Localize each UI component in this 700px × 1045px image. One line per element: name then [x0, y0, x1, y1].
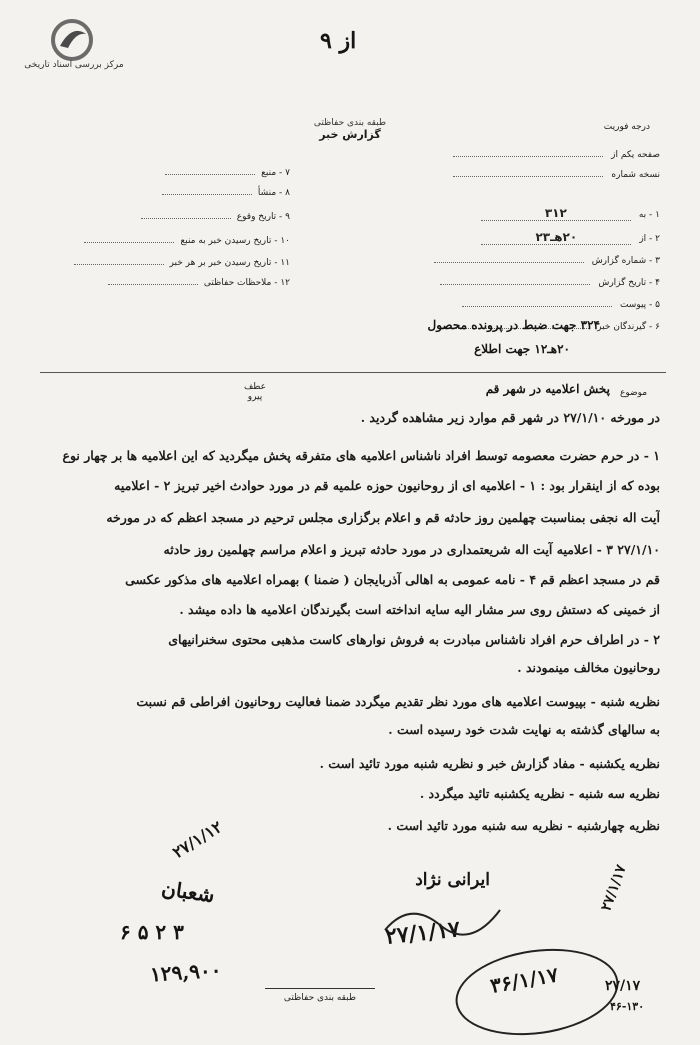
report-body-line: ۱ - در حرم حضرت معصومه توسط افراد ناشناس اعلامیه های متفرقه پخش میگردید که این اعلامیه ها بر چهار نوع [62, 448, 660, 463]
reference-label: عطف [243, 382, 267, 392]
source-field-label: ۱۲ - ملاحظات حفاظتی [203, 278, 290, 288]
header-field-row [350, 300, 660, 310]
reference-value: پیرو [247, 392, 263, 402]
top-handwritten-mark: از ۹ [320, 28, 357, 54]
header-field-label: نسخه شماره [611, 170, 660, 180]
source-field-value [108, 284, 198, 285]
report-title: گزارش خبر [319, 128, 381, 141]
header-field-value [453, 176, 603, 177]
report-body-line: ۲ - در اطراف حرم افراد ناشناس مبادرت به فروش نوارهای کاست مذهبی محتوی سخنرانیهای [168, 632, 660, 647]
source-field-value [141, 218, 231, 219]
bottom-right-number: ۴۶-۱۳۰ [610, 1000, 645, 1013]
report-body-line: قم در مسجد اعظم قم ۴ - نامه عمومی به اهالی آذربایجان ( ضمنا ) بهمراه اعلامیه های مذکور عکسی [125, 572, 660, 587]
report-body-line: بوده که از اینقرار بود : ۱ - اعلامیه ای از روحانیون حوزه علمیه قم در مورد حوادث اخیر تبریز ۲ - اعلامیه [114, 478, 660, 493]
report-body-line: در مورخه ۲۷/۱/۱۰ در شهر قم موارد زیر مشاهده گردید . [360, 410, 660, 425]
source-field-row [40, 168, 290, 178]
report-body-line: از خمینی که دستش روی سر مشار الیه سایه انداخته است بگیرندگان اعلامیه ها داده میشد . [179, 602, 660, 617]
stamp-handwritten-date: ۳۶/۱/۱۷ [488, 962, 560, 998]
right-margin-notes: ۲۷/۱/۱۷ [598, 862, 630, 914]
subject-label: موضوع [620, 388, 648, 398]
left-signature: شعبان [160, 876, 217, 908]
recipient-line-1: ۳۲۴ جهت ضبط در پرونده محصول [427, 318, 600, 332]
source-field-row [40, 188, 290, 198]
header-field-label: صفحه یکم از [611, 150, 660, 160]
urgency-label: درجه فوریت [603, 122, 650, 132]
source-field-value [162, 194, 252, 195]
header-field-label: ۳ - شماره گزارش [591, 256, 660, 266]
report-body-line: به سالهای گذشته به نهایت شدت خود رسیده است . [388, 722, 660, 737]
footer-classification: طبقه بندی حفاظتی [265, 988, 375, 1003]
bottom-right-date: ۲۷/۱۷ [605, 978, 641, 994]
signature-scribble-icon [380, 890, 520, 950]
report-body-line: ۲۷/۱/۱۰ ۳ - اعلامیه آیت اله شریعتمداری در مورد حادثه تبریز و اعلام مراسم چهلمین روز حادثه [163, 542, 660, 557]
header-field-label: ۲ - از [639, 234, 660, 244]
header-field-value [434, 262, 584, 263]
header-field-row [350, 278, 660, 288]
section-divider [40, 372, 666, 373]
header-field-value [462, 306, 612, 307]
header-field-label: ۴ - تاریخ گزارش [598, 278, 660, 288]
header-field-label: ۶ - گیرندگان خبر [597, 322, 660, 332]
header-field-value [453, 156, 603, 157]
source-field-label: ۱۰ - تاریخ رسیدن خبر به منبع [180, 236, 290, 246]
source-field-value [165, 174, 255, 175]
source-field-row [40, 278, 290, 288]
header-field-value [440, 284, 590, 285]
report-body-line: نظریه چهارشنبه - نظریه سه شنبه مورد تائید است . [387, 818, 660, 833]
header-field-value: ۲۰هـ۲۳ [481, 230, 631, 245]
header-field-label: ۱ - به [638, 210, 660, 220]
source-field-label: ۹ - تاریخ وقوع [236, 212, 290, 222]
subject-text: پخش اعلامیه در شهر قم [485, 382, 610, 396]
report-body-line: نظریه یکشنبه - مفاد گزارش خبر و نظریه شنبه مورد تائید است . [319, 756, 660, 771]
source-field-label: ۸ - منشأ [257, 188, 290, 198]
archive-logo-icon [50, 18, 94, 62]
source-field-row [40, 236, 290, 246]
header-field-row [350, 206, 660, 221]
reference-box [240, 382, 270, 402]
archive-logo-caption: مرکز بررسی اسناد تاریخی [24, 60, 124, 70]
header-field-row [350, 150, 660, 160]
report-body-line: آیت اله نجفی بمناسبت چهلمین روز حادثه قم و اعلام برگزاری مجلس ترحیم در مسجد اعظم که در مورخه [106, 510, 660, 525]
diagonal-date: ۲۷/۱/۱۲ [169, 816, 226, 863]
header-field-row [350, 170, 660, 180]
circular-stamp [450, 939, 624, 1045]
source-field-row [40, 212, 290, 222]
source-field-row [40, 258, 290, 268]
report-body-line: نظریه شنبه - بپیوست اعلامیه های مورد نظر تقدیم میگردد ضمنا فعالیت روحانیون افراطی قم نسبت [136, 694, 660, 709]
header-field-value: ۳۱۲ [481, 206, 631, 221]
source-field-label: ۷ - منبع [261, 168, 290, 178]
header-field-row [350, 256, 660, 266]
recipient-line-2: ۲۰هـ۱۲ جهت اطلاع [474, 342, 570, 356]
source-field-label: ۱۱ - تاریخ رسیدن خبر بر هر خبر [169, 258, 290, 268]
source-field-value [74, 264, 164, 265]
report-body-line: نظریه سه شنبه - نظریه یکشنبه تائید میگردد . [419, 786, 660, 801]
left-handwritten-numbers: ۶ ۵ ۲ ۳ [120, 920, 184, 944]
header-field-row [350, 230, 660, 245]
classification-label: طبقه بندی حفاظتی [313, 118, 387, 128]
classification-header [280, 118, 420, 141]
source-field-value [84, 242, 174, 243]
left-handwritten-amount: ۱۲۹,۹۰۰ [149, 957, 223, 987]
header-field-label: ۵ - پیوست [619, 300, 660, 310]
center-signature-date: ۲۷/۱/۱۷ [383, 916, 462, 950]
center-signature-name: ایرانی نژاد [415, 870, 490, 890]
report-body-line: روحانیون مخالف مینمودند . [517, 660, 660, 675]
